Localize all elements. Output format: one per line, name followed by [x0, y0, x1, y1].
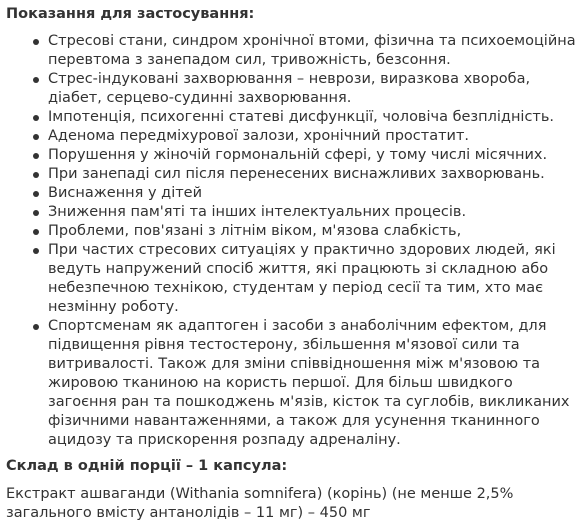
bullet-icon — [33, 77, 39, 83]
list-item — [6, 165, 578, 184]
list-item — [6, 184, 578, 203]
list-item-text: Порушення у жіночій гормональній сфері, у тому числі місячних. — [48, 147, 548, 163]
list-item — [6, 70, 578, 108]
bullet-icon — [33, 324, 39, 330]
product-description — [6, 4, 578, 523]
list-item — [6, 146, 578, 165]
list-item-text: Виснаження у дітей — [48, 185, 203, 201]
bullet-icon — [33, 229, 39, 235]
list-item — [6, 317, 578, 450]
bullet-icon — [33, 115, 39, 121]
indications-heading: Показання для застосування: — [6, 6, 255, 22]
list-item-text: При частих стресових ситуаціях у практично здорових людей, які ведуть напружений спосіб життя, які працюють зі складною або небезпечною технікою, студентам у період сесії та тим, хто має незмінну роботу. — [48, 242, 556, 315]
list-item-text: Спортсменам як адаптоген і засоби з анаболічним ефектом, для підвищення рівня тестостерону, збільшення м'язової сили та витривалості. Також для зміни співвідношення між м'язовою та жировою тканиною на користь першої. Для більш швидкого загоєння ран та пошкоджень м'язів, кісток та суглобів, викликаних фізичними навантаженнями, а також для усунення тканинного ацидозу та прискорення розпаду адреналіну. — [48, 318, 570, 448]
indications-list — [6, 32, 578, 450]
list-item-text: Зниження пам'яті та інших інтелектуальних процесів. — [48, 204, 467, 220]
list-item — [6, 241, 578, 317]
bullet-icon — [33, 210, 39, 216]
list-item-text: Стресові стани, синдром хронічної втоми, фізична та психоемоційна перевтома з занепадом сил, тривожність, безсоння. — [48, 33, 576, 68]
bullet-icon — [33, 248, 39, 254]
list-item — [6, 203, 578, 222]
bullet-icon — [33, 172, 39, 178]
list-item-text: Імпотенція, психогенні статеві дисфункції, чоловіча безплідність. — [48, 109, 555, 125]
bullet-icon — [33, 153, 39, 159]
composition-heading: Склад в одній порції – 1 капсула: — [6, 458, 288, 474]
bullet-icon — [33, 39, 39, 45]
list-item-text: Аденома передміхурової залози, хронічний простатит. — [48, 128, 470, 144]
list-item-text: При занепаді сил після перенесених виснажливих захворювань. — [48, 166, 545, 182]
list-item — [6, 108, 578, 127]
bullet-icon — [33, 134, 39, 140]
list-item — [6, 222, 578, 241]
composition-text: Екстракт ашваганди (Withania somnifera) (корінь) (не менше 2,5% загального вмісту антанолідів – 11 мг) – 450 мг — [6, 486, 514, 521]
list-item — [6, 127, 578, 146]
list-item — [6, 32, 578, 70]
list-item-text: Стрес-індуковані захворювання – неврози, виразкова хвороба, діабет, серцево-судинні захворювання. — [48, 71, 531, 106]
bullet-icon — [33, 191, 39, 197]
list-item-text: Проблеми, пов'язані з літнім віком, м'язова слабкість, — [48, 223, 462, 239]
